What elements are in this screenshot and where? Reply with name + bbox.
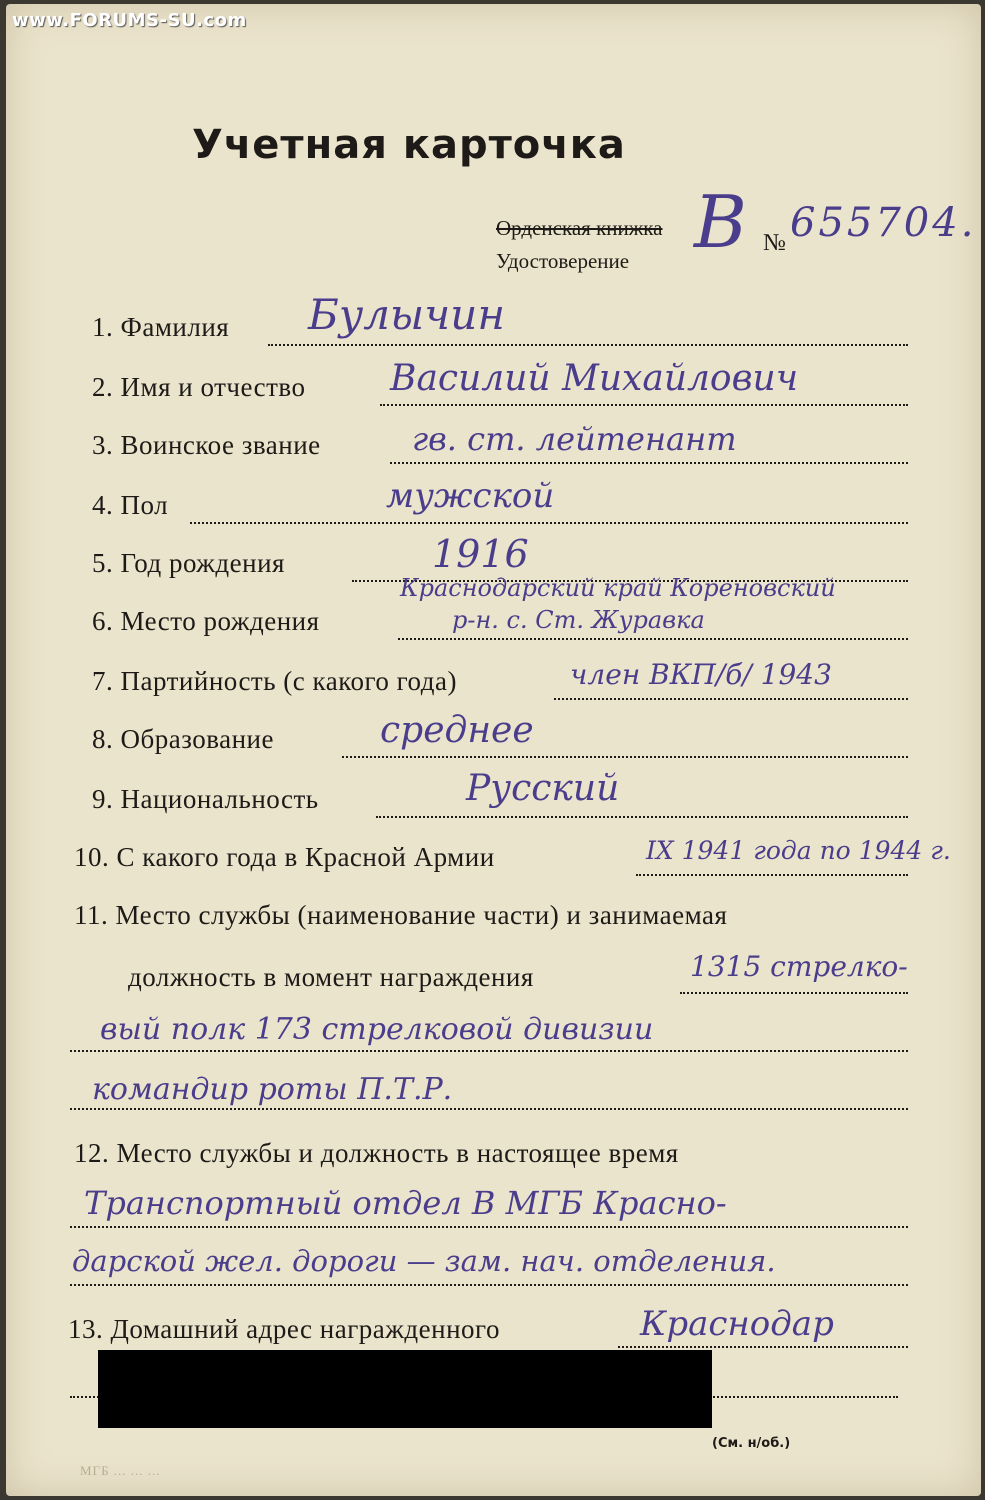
current-service-value-line1: Транспортный отдел В МГБ Красно-: [84, 1184, 727, 1222]
army-since-value: IX 1941 года по 1944 г.: [646, 836, 951, 865]
current-service-value-line2: дарской жел. дороги — зам. нач. отделения.: [72, 1244, 776, 1278]
card-title: Учетная карточка: [192, 122, 626, 168]
field-label: 9. Национальность: [92, 784, 319, 814]
sex-value: мужской: [386, 476, 555, 516]
dotted-line: [190, 522, 908, 524]
faded-print: МГБ ... ... ...: [80, 1463, 161, 1478]
certificate-number: 655704.: [790, 200, 977, 246]
dotted-line: [342, 756, 908, 758]
dotted-line: [70, 1050, 908, 1052]
field-label: 7. Партийность (с какого года): [92, 666, 457, 696]
field-label: 6. Место рождения: [92, 606, 320, 636]
dotted-line: [636, 874, 908, 876]
dotted-line: [70, 1108, 908, 1110]
field-label: 2. Имя и отчество: [92, 372, 306, 402]
doc-type-certificate: Удостоверение: [496, 249, 630, 273]
field-label: 10. С какого года в Красной Армии: [74, 842, 495, 872]
field-label: 5. Год рождения: [92, 548, 285, 578]
field-label-line2: должность в момент награждения: [128, 962, 534, 992]
field-current-service: [0, 1138, 985, 1298]
dotted-line: [70, 1284, 908, 1286]
doc-type-order-book-struck: Орденская книжка: [496, 216, 663, 240]
education-value: среднее: [380, 710, 534, 751]
field-label: 1. Фамилия: [92, 312, 230, 342]
dotted-line: [618, 1346, 908, 1348]
rank-value: гв. ст. лейтенант: [412, 420, 737, 458]
dotted-line: [390, 462, 908, 464]
field-service-at-award: [0, 900, 985, 1130]
field-birth-place: [0, 574, 985, 664]
watermark: www.FORUMS-SU.com: [12, 10, 247, 31]
certificate-series: В: [694, 180, 747, 264]
dotted-line: [680, 992, 908, 994]
field-label: 4. Пол: [92, 490, 169, 520]
dotted-line: [70, 1226, 908, 1228]
home-address-value: Краснодар: [640, 1304, 834, 1344]
service-value-line2: вый полк 173 стрелковой дивизии: [100, 1012, 654, 1047]
field-label-line1: 11. Место службы (наименование части) и занимаемая: [74, 900, 728, 930]
footnote: (См. н/об.): [712, 1436, 791, 1451]
surname-value: Булычин: [308, 290, 506, 339]
service-value-line1: 1315 стрелко-: [690, 950, 908, 983]
name-value: Василий Михайлович: [390, 358, 799, 399]
dotted-line: [380, 404, 908, 406]
nationality-value: Русский: [466, 768, 620, 809]
field-label: 3. Воинское звание: [92, 430, 321, 460]
birth-place-value-line2: р-н. с. Ст. Журавка: [452, 606, 705, 634]
field-label: 13. Домашний адрес награжденного: [68, 1314, 500, 1344]
dotted-line: [554, 698, 908, 700]
birth-place-value-line1: Краснодарский край Кореновский: [400, 574, 836, 602]
redaction-block: [98, 1350, 712, 1428]
field-army-since: [0, 836, 985, 900]
field-label: 8. Образование: [92, 724, 274, 754]
party-value: член ВКП/б/ 1943: [570, 658, 832, 691]
service-value-line3: командир роты П.Т.Р.: [92, 1072, 453, 1107]
field-nationality: [0, 768, 985, 842]
birth-year-value: 1916: [432, 532, 529, 576]
dotted-line: [268, 344, 908, 346]
number-sign: №: [763, 230, 786, 256]
field-label: 12. Место службы и должность в настоящее время: [74, 1138, 679, 1168]
dotted-line: [398, 638, 908, 640]
dotted-line: [376, 816, 908, 818]
